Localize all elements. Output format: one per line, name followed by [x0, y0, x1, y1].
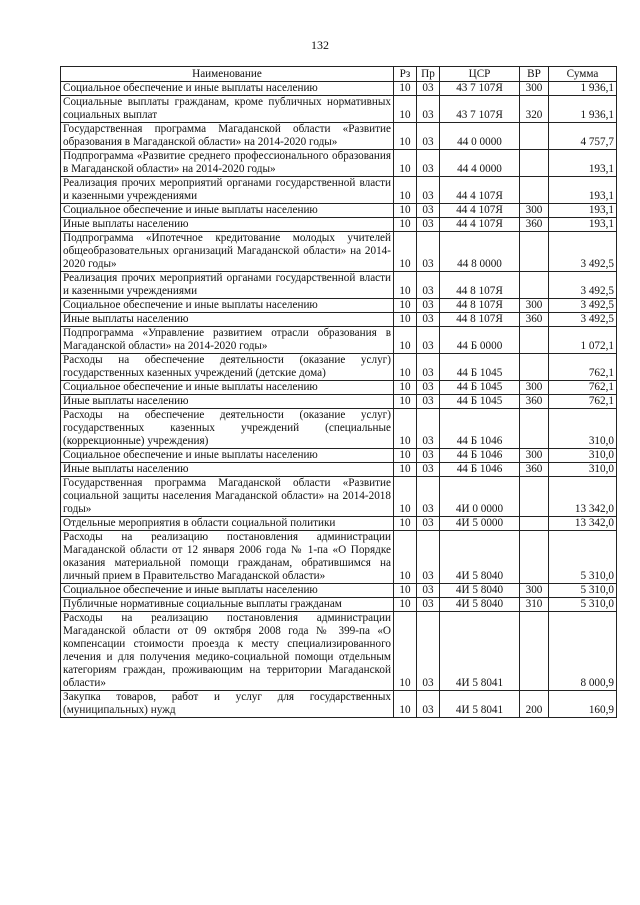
cell-vr: 300	[520, 584, 549, 598]
cell-pr: 03	[417, 463, 440, 477]
cell-name: Реализация прочих мероприятий органами государственной власти и казенными учреждениями	[61, 177, 394, 204]
cell-name: Иные выплаты населению	[61, 218, 394, 232]
cell-pr: 03	[417, 531, 440, 584]
cell-sum: 3 492,5	[549, 272, 617, 299]
cell-rz: 10	[394, 449, 417, 463]
cell-sum: 762,1	[549, 354, 617, 381]
cell-name: Расходы на обеспечение деятельности (оказание услуг) государственных казенных учреждений (специальные (коррекционные) учреждения)	[61, 409, 394, 449]
cell-sum: 5 310,0	[549, 531, 617, 584]
table-row	[61, 395, 617, 409]
cell-vr	[520, 232, 549, 272]
cell-rz: 10	[394, 218, 417, 232]
table-row	[61, 691, 617, 718]
cell-rz: 10	[394, 517, 417, 531]
table-row	[61, 612, 617, 691]
cell-sum: 4 757,7	[549, 123, 617, 150]
header-pr: Пр	[417, 67, 440, 82]
cell-sum: 762,1	[549, 381, 617, 395]
cell-vr: 360	[520, 395, 549, 409]
budget-table	[60, 66, 617, 718]
cell-pr: 03	[417, 612, 440, 691]
table-row	[61, 218, 617, 232]
cell-sum: 310,0	[549, 449, 617, 463]
cell-sum: 193,1	[549, 218, 617, 232]
cell-name: Социальное обеспечение и иные выплаты населению	[61, 299, 394, 313]
cell-rz: 10	[394, 177, 417, 204]
table-row	[61, 327, 617, 354]
cell-csr: 43 7 107Я	[440, 82, 520, 96]
cell-vr: 360	[520, 218, 549, 232]
cell-name: Иные выплаты населению	[61, 395, 394, 409]
cell-pr: 03	[417, 313, 440, 327]
cell-rz: 10	[394, 584, 417, 598]
cell-rz: 10	[394, 531, 417, 584]
cell-csr: 44 Б 1045	[440, 381, 520, 395]
cell-vr: 300	[520, 381, 549, 395]
cell-rz: 10	[394, 82, 417, 96]
cell-name: Реализация прочих мероприятий органами государственной власти и казенными учреждениями	[61, 272, 394, 299]
cell-vr	[520, 327, 549, 354]
header-csr: ЦСР	[440, 67, 520, 82]
cell-vr	[520, 177, 549, 204]
cell-csr: 4И 5 8040	[440, 598, 520, 612]
cell-sum: 762,1	[549, 395, 617, 409]
cell-name: Социальное обеспечение и иные выплаты населению	[61, 449, 394, 463]
table-body	[61, 82, 617, 718]
cell-pr: 03	[417, 409, 440, 449]
cell-vr	[520, 517, 549, 531]
cell-pr: 03	[417, 123, 440, 150]
table-row	[61, 177, 617, 204]
table-row	[61, 232, 617, 272]
cell-rz: 10	[394, 409, 417, 449]
cell-csr: 43 7 107Я	[440, 96, 520, 123]
cell-csr: 44 8 0000	[440, 232, 520, 272]
cell-csr: 44 0 0000	[440, 123, 520, 150]
cell-rz: 10	[394, 150, 417, 177]
cell-csr: 4И 0 0000	[440, 477, 520, 517]
cell-vr	[520, 531, 549, 584]
cell-sum: 13 342,0	[549, 477, 617, 517]
cell-rz: 10	[394, 612, 417, 691]
table-row	[61, 409, 617, 449]
table-row	[61, 204, 617, 218]
cell-rz: 10	[394, 463, 417, 477]
cell-rz: 10	[394, 96, 417, 123]
cell-sum: 160,9	[549, 691, 617, 718]
cell-csr: 44 4 107Я	[440, 218, 520, 232]
cell-name: Закупка товаров, работ и услуг для государственных (муниципальных) нужд	[61, 691, 394, 718]
cell-vr	[520, 354, 549, 381]
cell-rz: 10	[394, 272, 417, 299]
cell-name: Отдельные мероприятия в области социальной политики	[61, 517, 394, 531]
cell-pr: 03	[417, 381, 440, 395]
cell-name: Иные выплаты населению	[61, 313, 394, 327]
cell-csr: 44 8 107Я	[440, 299, 520, 313]
cell-pr: 03	[417, 477, 440, 517]
cell-vr: 310	[520, 598, 549, 612]
cell-csr: 4И 5 0000	[440, 517, 520, 531]
cell-vr: 300	[520, 449, 549, 463]
cell-rz: 10	[394, 691, 417, 718]
cell-pr: 03	[417, 598, 440, 612]
cell-sum: 310,0	[549, 409, 617, 449]
cell-csr: 44 4 107Я	[440, 204, 520, 218]
table-row	[61, 517, 617, 531]
cell-sum: 3 492,5	[549, 232, 617, 272]
cell-pr: 03	[417, 327, 440, 354]
cell-sum: 310,0	[549, 463, 617, 477]
cell-sum: 1 072,1	[549, 327, 617, 354]
cell-name: Расходы на реализацию постановления администрации Магаданской области от 09 октября 2008 года № 399-па «О компенсации стоимости проезда к месту специализированного лечения и для получения медико-социальной помощи отдельным категориям граждан, проживающим на территории Магаданской области»	[61, 612, 394, 691]
cell-csr: 44 4 107Я	[440, 177, 520, 204]
header-rz: Рз	[394, 67, 417, 82]
cell-pr: 03	[417, 150, 440, 177]
cell-name: Публичные нормативные социальные выплаты гражданам	[61, 598, 394, 612]
table-row	[61, 272, 617, 299]
table-row	[61, 299, 617, 313]
table-row	[61, 584, 617, 598]
cell-name: Социальное обеспечение и иные выплаты населению	[61, 584, 394, 598]
cell-vr: 300	[520, 299, 549, 313]
table-row	[61, 381, 617, 395]
cell-vr: 200	[520, 691, 549, 718]
cell-csr: 44 Б 1045	[440, 395, 520, 409]
cell-pr: 03	[417, 354, 440, 381]
cell-csr: 4И 5 8041	[440, 612, 520, 691]
cell-sum: 1 936,1	[549, 82, 617, 96]
table-row	[61, 463, 617, 477]
table-row	[61, 449, 617, 463]
cell-pr: 03	[417, 584, 440, 598]
cell-sum: 3 492,5	[549, 313, 617, 327]
cell-sum: 193,1	[549, 150, 617, 177]
table-row	[61, 477, 617, 517]
cell-sum: 193,1	[549, 177, 617, 204]
cell-pr: 03	[417, 232, 440, 272]
cell-pr: 03	[417, 449, 440, 463]
cell-name: Социальные выплаты гражданам, кроме публичных нормативных социальных выплат	[61, 96, 394, 123]
cell-vr: 360	[520, 313, 549, 327]
cell-pr: 03	[417, 691, 440, 718]
cell-name: Социальное обеспечение и иные выплаты населению	[61, 381, 394, 395]
table-row	[61, 354, 617, 381]
cell-rz: 10	[394, 123, 417, 150]
table-row	[61, 531, 617, 584]
cell-vr	[520, 123, 549, 150]
cell-sum: 193,1	[549, 204, 617, 218]
table-row	[61, 150, 617, 177]
header-sum: Сумма	[549, 67, 617, 82]
cell-vr: 360	[520, 463, 549, 477]
cell-rz: 10	[394, 395, 417, 409]
cell-csr: 44 Б 1046	[440, 449, 520, 463]
header-name: Наименование	[61, 67, 394, 82]
cell-rz: 10	[394, 354, 417, 381]
cell-rz: 10	[394, 299, 417, 313]
cell-name: Социальное обеспечение и иные выплаты населению	[61, 82, 394, 96]
cell-name: Социальное обеспечение и иные выплаты населению	[61, 204, 394, 218]
cell-rz: 10	[394, 598, 417, 612]
cell-vr: 300	[520, 82, 549, 96]
cell-sum: 5 310,0	[549, 584, 617, 598]
cell-rz: 10	[394, 381, 417, 395]
cell-pr: 03	[417, 218, 440, 232]
cell-name: Государственная программа Магаданской области «Развитие социальной защиты населения Магаданской области» на 2014-2018 годы»	[61, 477, 394, 517]
header-vr: ВР	[520, 67, 549, 82]
cell-pr: 03	[417, 82, 440, 96]
cell-sum: 13 342,0	[549, 517, 617, 531]
table-row	[61, 82, 617, 96]
cell-pr: 03	[417, 517, 440, 531]
cell-csr: 44 8 107Я	[440, 313, 520, 327]
cell-sum: 3 492,5	[549, 299, 617, 313]
cell-rz: 10	[394, 204, 417, 218]
cell-csr: 4И 5 8040	[440, 531, 520, 584]
cell-pr: 03	[417, 299, 440, 313]
cell-vr	[520, 150, 549, 177]
cell-csr: 44 Б 1046	[440, 463, 520, 477]
cell-sum: 1 936,1	[549, 96, 617, 123]
cell-name: Подпрограмма «Управление развитием отрасли образования в Магаданской области» на 2014-2020 годы»	[61, 327, 394, 354]
cell-vr	[520, 272, 549, 299]
cell-rz: 10	[394, 477, 417, 517]
cell-csr: 44 4 0000	[440, 150, 520, 177]
cell-vr	[520, 477, 549, 517]
cell-name: Иные выплаты населению	[61, 463, 394, 477]
cell-csr: 44 Б 1045	[440, 354, 520, 381]
cell-sum: 8 000,9	[549, 612, 617, 691]
cell-csr: 44 8 107Я	[440, 272, 520, 299]
cell-pr: 03	[417, 177, 440, 204]
cell-sum: 5 310,0	[549, 598, 617, 612]
cell-pr: 03	[417, 96, 440, 123]
cell-csr: 4И 5 8040	[440, 584, 520, 598]
table-row	[61, 598, 617, 612]
cell-rz: 10	[394, 232, 417, 272]
cell-vr	[520, 612, 549, 691]
cell-rz: 10	[394, 327, 417, 354]
table-row	[61, 123, 617, 150]
cell-csr: 44 Б 1046	[440, 409, 520, 449]
cell-name: Подпрограмма «Ипотечное кредитование молодых учителей общеобразовательных организаций Магаданской области» на 2014-2020 годы»	[61, 232, 394, 272]
table-row	[61, 313, 617, 327]
cell-csr: 4И 5 8041	[440, 691, 520, 718]
cell-name: Государственная программа Магаданской области «Развитие образования в Магаданской области» на 2014-2020 годы»	[61, 123, 394, 150]
cell-rz: 10	[394, 313, 417, 327]
cell-pr: 03	[417, 272, 440, 299]
cell-name: Подпрограмма «Развитие среднего профессионального образования в Магаданской области» на 2014-2020 годы»	[61, 150, 394, 177]
cell-pr: 03	[417, 395, 440, 409]
table-header-row	[61, 67, 617, 82]
cell-name: Расходы на реализацию постановления администрации Магаданской области от 12 января 2006 года № 1-па «О Порядке оказания материальной помощи гражданам, обратившимся на личный прием в Правительство Магаданской области»	[61, 531, 394, 584]
cell-vr: 300	[520, 204, 549, 218]
cell-name: Расходы на обеспечение деятельности (оказание услуг) государственных казенных учреждений (детские дома)	[61, 354, 394, 381]
table-row	[61, 96, 617, 123]
cell-vr: 320	[520, 96, 549, 123]
page-number: 132	[311, 38, 329, 52]
cell-vr	[520, 409, 549, 449]
cell-pr: 03	[417, 204, 440, 218]
cell-csr: 44 Б 0000	[440, 327, 520, 354]
